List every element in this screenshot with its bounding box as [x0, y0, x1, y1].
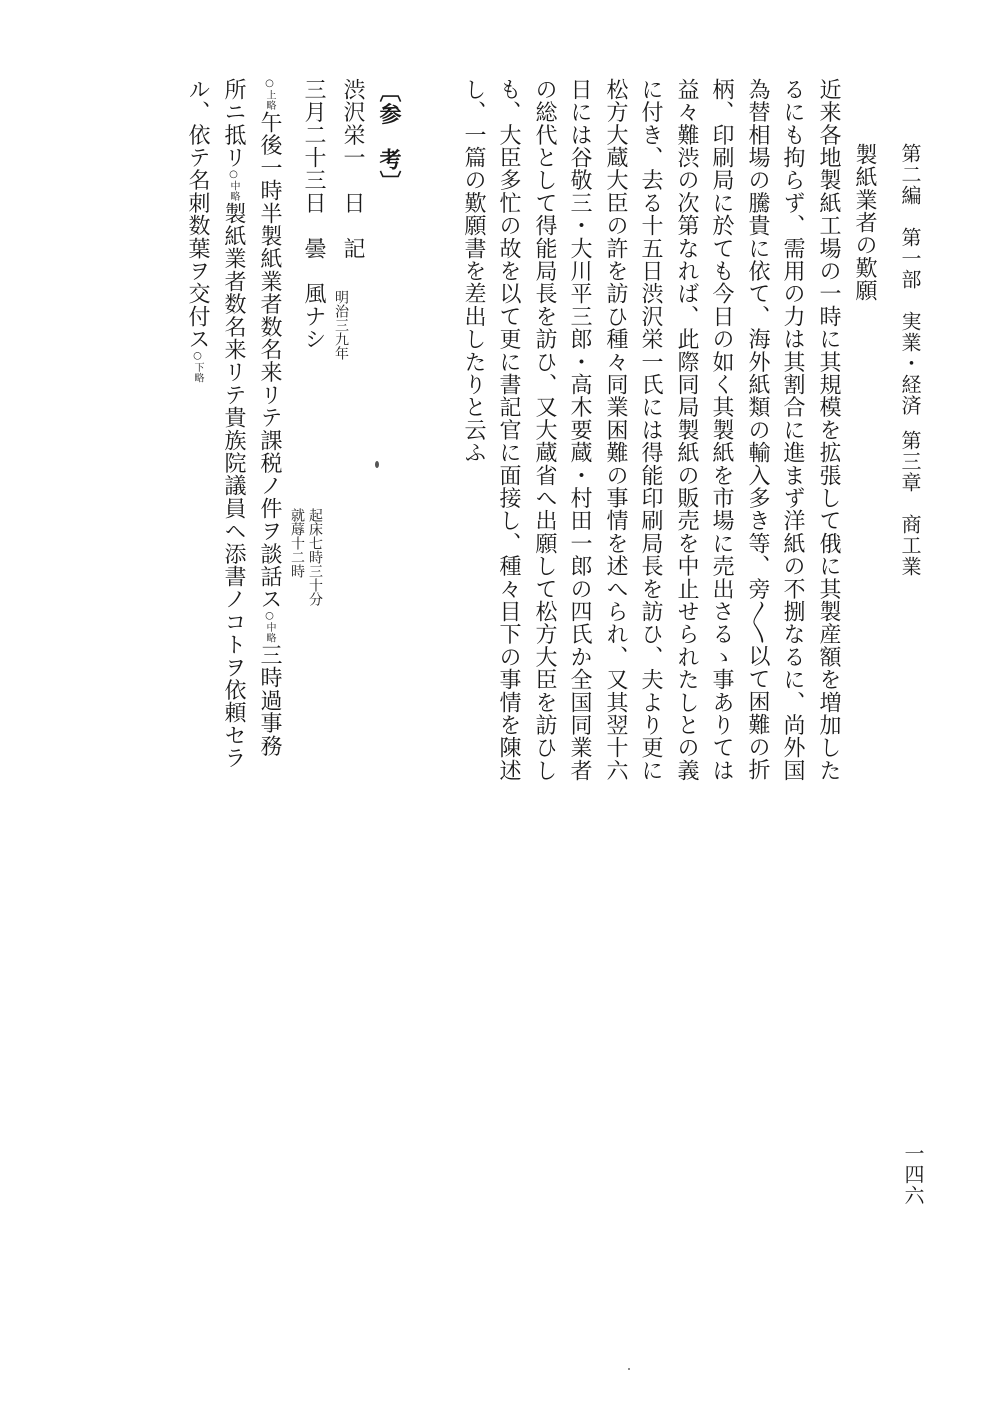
diary-entry-line: ル、依テ名刺数葉ヲ交付ス○下略 [185, 78, 210, 384]
scan-speck [375, 461, 379, 468]
page-number: 一四六 [901, 1143, 925, 1206]
paragraph-line: 松方大蔵大臣の許を訪ひ種々同業困難の事情を述へられ、又其翌十六 [603, 78, 628, 782]
paragraph-line: 益々難渋の次第なれば、此際同局製紙の販売を中止せられたしとの義 [674, 78, 699, 782]
omission-note-mid: ○中略 [228, 168, 239, 202]
paragraph-line: し、一篇の歎願書を差出したりと云ふ [461, 78, 486, 464]
sleep-time: 就蓐十二時 [289, 508, 305, 578]
diary-date-line: 三月二十三日 曇 風ナシ [301, 78, 326, 351]
diary-title: 渋沢栄一 日 記 [340, 78, 365, 260]
paragraph-line: るにも拘らず、需用の力は其割合に進まず洋紙の不捌なるに、尚外国 [780, 78, 805, 782]
wake-time: 起床七時三十分 [307, 508, 323, 606]
paragraph-line: 近来各地製紙工場の一時に其規模を拡張して俄に其製産額を増加した [816, 78, 841, 782]
paragraph-line: 為替相場の騰貴に依て、海外紙類の輸入多き等、旁〳〵以て困難の折 [745, 78, 770, 781]
omission-note-end: ○下略 [192, 350, 203, 384]
diary-entry-line: 所ニ抵リ○中略製紙業者数名来リテ貴族院議員ヘ添書ノコトヲ依頼セラ [221, 78, 246, 770]
running-header-part: 第二編 第一部 実業・経済 [898, 143, 922, 416]
omission-note-start: ○上略 [264, 78, 275, 112]
reference-label: 〔参 考〕 [376, 80, 402, 194]
diary-year: 明治三九年 [333, 290, 349, 360]
running-header-chapter: 第三章 商工業 [898, 430, 922, 577]
paragraph-line: の総代として得能局長を訪ひ、又大蔵省へ出願して松方大臣を訪ひし [532, 78, 557, 782]
paragraph-line: 日には谷敬三・大川平三郎・高木要蔵・村田一郎の四氏か全国同業者 [567, 78, 592, 782]
scan-speck [628, 1368, 630, 1370]
paragraph-line: も、大臣多忙の故を以て更に書記官に面接し、種々目下の事情を陳述 [496, 78, 521, 782]
paragraph-line: に付き、去る十五日渋沢栄一氏には得能印刷局長を訪ひ、夫より更に [638, 78, 663, 782]
paragraph-line: 柄、印刷局に於ても今日の如く其製紙を市場に売出さるゝ事ありては [709, 78, 734, 782]
diary-entry-line: ○上略午後一時半製紙業者数名来リテ課税ノ件ヲ談話ス○中略三時過事務 [257, 78, 282, 758]
section-title: 製紙業者の歎願 [852, 143, 877, 302]
omission-note-mid: ○中略 [264, 610, 275, 644]
